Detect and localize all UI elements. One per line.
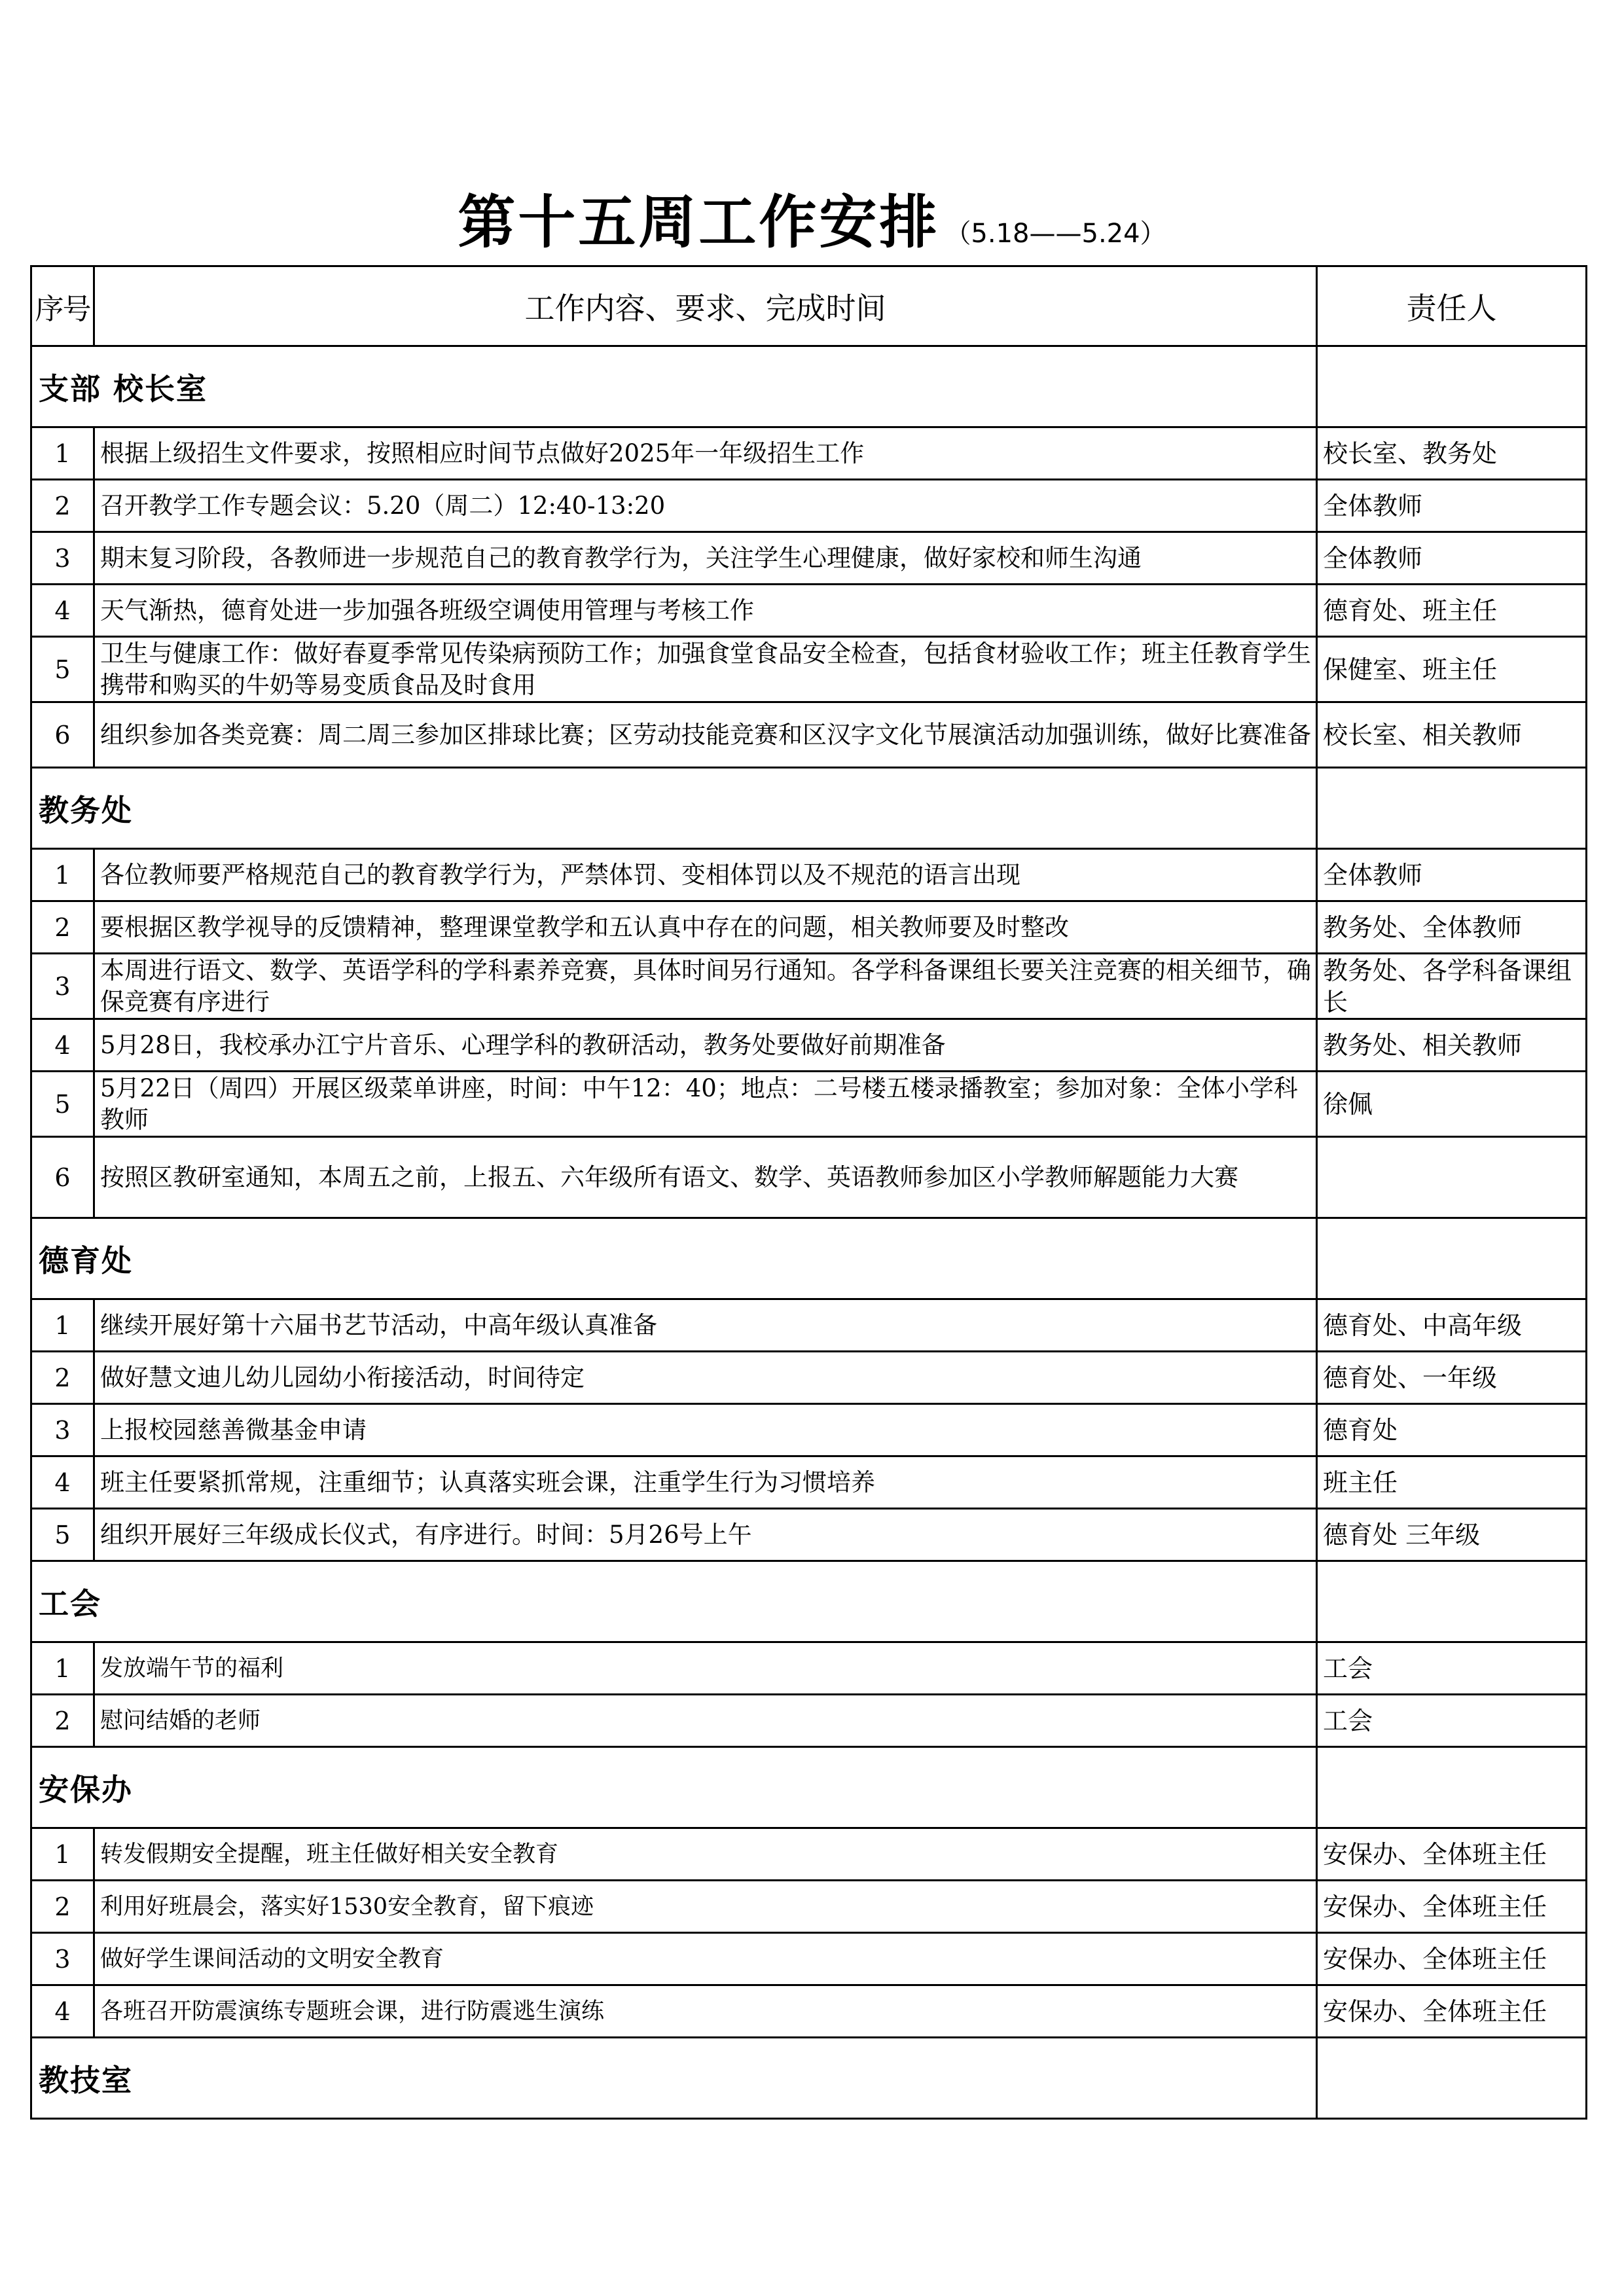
table-row xyxy=(31,532,1587,585)
item-content: 发放端午节的福利 xyxy=(94,1642,1317,1695)
item-number: 3 xyxy=(31,1933,94,1985)
section-row xyxy=(31,346,1587,427)
item-number: 5 xyxy=(31,637,94,702)
item-number: 4 xyxy=(31,1456,94,1509)
section-title: 教技室 xyxy=(31,2038,1317,2119)
schedule-table xyxy=(30,265,1587,2120)
table-row xyxy=(31,1299,1587,1352)
section-row xyxy=(31,1561,1587,1642)
item-content: 慰问结婚的老师 xyxy=(94,1695,1317,1747)
item-content: 各位教师要严格规范自己的教育教学行为，严禁体罚、变相体罚以及不规范的语言出现 xyxy=(94,849,1317,901)
item-number: 4 xyxy=(31,585,94,637)
item-owner: 安保办、全体班主任 xyxy=(1317,1933,1587,1985)
section-row xyxy=(31,1218,1587,1299)
page-title: 第十五周工作安排 xyxy=(458,189,940,256)
section-title: 教务处 xyxy=(31,768,1317,849)
item-content: 本周进行语文、数学、英语学科的学科素养竞赛，具体时间另行通知。各学科备课组长要关注竞赛的相关细节，确保竞赛有序进行 xyxy=(94,954,1317,1019)
item-owner: 德育处、一年级 xyxy=(1317,1352,1587,1404)
item-number: 6 xyxy=(31,702,94,768)
table-row xyxy=(31,1881,1587,1933)
table-row xyxy=(31,1137,1587,1218)
item-number: 2 xyxy=(31,1695,94,1747)
section-row xyxy=(31,1747,1587,1828)
item-owner: 全体教师 xyxy=(1317,532,1587,585)
table-row xyxy=(31,585,1587,637)
item-number: 5 xyxy=(31,1072,94,1137)
header-owner: 责任人 xyxy=(1317,266,1587,346)
item-owner: 德育处 三年级 xyxy=(1317,1509,1587,1561)
item-owner: 校长室、相关教师 xyxy=(1317,702,1587,768)
item-number: 2 xyxy=(31,1881,94,1933)
section-title: 德育处 xyxy=(31,1218,1317,1299)
item-owner: 徐佩 xyxy=(1317,1072,1587,1137)
item-owner: 安保办、全体班主任 xyxy=(1317,1985,1587,2038)
section-owner-cell xyxy=(1317,768,1587,849)
item-content: 利用好班晨会，落实好1530安全教育，留下痕迹 xyxy=(94,1881,1317,1933)
date-range: （5.18——5.24） xyxy=(945,219,1166,249)
table-row xyxy=(31,1509,1587,1561)
table-row xyxy=(31,480,1587,532)
item-content: 要根据区教学视导的反馈精神，整理课堂教学和五认真中存在的问题，相关教师要及时整改 xyxy=(94,901,1317,954)
table-row xyxy=(31,427,1587,480)
item-number: 4 xyxy=(31,1985,94,2038)
table-row xyxy=(31,954,1587,1019)
item-number: 3 xyxy=(31,1404,94,1456)
item-number: 1 xyxy=(31,1828,94,1881)
page-title-block xyxy=(0,177,1624,259)
table-row xyxy=(31,1072,1587,1137)
table-row xyxy=(31,1456,1587,1509)
item-number: 1 xyxy=(31,1642,94,1695)
item-content: 卫生与健康工作：做好春夏季常见传染病预防工作；加强食堂食品安全检查，包括食材验收工作；班主任教育学生携带和购买的牛奶等易变质食品及时食用 xyxy=(94,637,1317,702)
item-owner: 教务处、全体教师 xyxy=(1317,901,1587,954)
item-content: 根据上级招生文件要求，按照相应时间节点做好2025年一年级招生工作 xyxy=(94,427,1317,480)
table-row xyxy=(31,1019,1587,1072)
item-owner: 德育处、中高年级 xyxy=(1317,1299,1587,1352)
item-number: 4 xyxy=(31,1019,94,1072)
table-header-row xyxy=(31,266,1587,346)
item-owner: 校长室、教务处 xyxy=(1317,427,1587,480)
item-owner: 班主任 xyxy=(1317,1456,1587,1509)
section-title: 支部 校长室 xyxy=(31,346,1317,427)
item-number: 1 xyxy=(31,1299,94,1352)
item-owner: 教务处、各学科备课组长 xyxy=(1317,954,1587,1019)
item-content: 5月28日，我校承办江宁片音乐、心理学科的教研活动，教务处要做好前期准备 xyxy=(94,1019,1317,1072)
item-owner: 保健室、班主任 xyxy=(1317,637,1587,702)
table-row xyxy=(31,1352,1587,1404)
schedule-table-body xyxy=(31,266,1587,2119)
item-content: 继续开展好第十六届书艺节活动，中高年级认真准备 xyxy=(94,1299,1317,1352)
item-number: 5 xyxy=(31,1509,94,1561)
item-owner: 德育处 xyxy=(1317,1404,1587,1456)
section-owner-cell xyxy=(1317,1561,1587,1642)
table-row xyxy=(31,1828,1587,1881)
header-content: 工作内容、要求、完成时间 xyxy=(94,266,1317,346)
item-number: 2 xyxy=(31,480,94,532)
section-owner-cell xyxy=(1317,1747,1587,1828)
item-owner: 工会 xyxy=(1317,1695,1587,1747)
table-row xyxy=(31,1985,1587,2038)
item-owner: 安保办、全体班主任 xyxy=(1317,1881,1587,1933)
item-owner: 全体教师 xyxy=(1317,849,1587,901)
section-owner-cell xyxy=(1317,1218,1587,1299)
item-content: 班主任要紧抓常规，注重细节；认真落实班会课，注重学生行为习惯培养 xyxy=(94,1456,1317,1509)
item-content: 组织开展好三年级成长仪式，有序进行。时间：5月26号上午 xyxy=(94,1509,1317,1561)
table-row xyxy=(31,1642,1587,1695)
item-content: 做好慧文迪儿幼儿园幼小衔接活动，时间待定 xyxy=(94,1352,1317,1404)
section-owner-cell xyxy=(1317,346,1587,427)
item-content: 上报校园慈善微基金申请 xyxy=(94,1404,1317,1456)
section-title: 安保办 xyxy=(31,1747,1317,1828)
table-row xyxy=(31,1933,1587,1985)
table-row xyxy=(31,1404,1587,1456)
item-content: 组织参加各类竞赛：周二周三参加区排球比赛；区劳动技能竞赛和区汉字文化节展演活动加强训练，做好比赛准备 xyxy=(94,702,1317,768)
table-row xyxy=(31,901,1587,954)
header-no: 序号 xyxy=(31,266,94,346)
table-row xyxy=(31,702,1587,768)
table-row xyxy=(31,849,1587,901)
item-number: 1 xyxy=(31,849,94,901)
item-owner: 工会 xyxy=(1317,1642,1587,1695)
item-content: 期末复习阶段，各教师进一步规范自己的教育教学行为，关注学生心理健康，做好家校和师生沟通 xyxy=(94,532,1317,585)
item-owner: 德育处、班主任 xyxy=(1317,585,1587,637)
item-number: 1 xyxy=(31,427,94,480)
item-content: 各班召开防震演练专题班会课，进行防震逃生演练 xyxy=(94,1985,1317,2038)
item-owner: 全体教师 xyxy=(1317,480,1587,532)
item-owner: 安保办、全体班主任 xyxy=(1317,1828,1587,1881)
item-content: 做好学生课间活动的文明安全教育 xyxy=(94,1933,1317,1985)
item-content: 天气渐热，德育处进一步加强各班级空调使用管理与考核工作 xyxy=(94,585,1317,637)
item-number: 2 xyxy=(31,1352,94,1404)
item-number: 6 xyxy=(31,1137,94,1218)
item-number: 3 xyxy=(31,532,94,585)
section-owner-cell xyxy=(1317,2038,1587,2119)
item-owner: 教务处、相关教师 xyxy=(1317,1019,1587,1072)
item-content: 召开教学工作专题会议：5.20（周二）12:40-13:20 xyxy=(94,480,1317,532)
section-row xyxy=(31,768,1587,849)
item-content: 5月22日（周四）开展区级菜单讲座，时间：中午12：40；地点：二号楼五楼录播教室；参加对象：全体小学科教师 xyxy=(94,1072,1317,1137)
item-content: 按照区教研室通知，本周五之前，上报五、六年级所有语文、数学、英语教师参加区小学教师解题能力大赛 xyxy=(94,1137,1317,1218)
item-owner xyxy=(1317,1137,1587,1218)
item-number: 2 xyxy=(31,901,94,954)
table-row xyxy=(31,1695,1587,1747)
item-content: 转发假期安全提醒，班主任做好相关安全教育 xyxy=(94,1828,1317,1881)
item-number: 3 xyxy=(31,954,94,1019)
section-row xyxy=(31,2038,1587,2119)
table-row xyxy=(31,637,1587,702)
section-title: 工会 xyxy=(31,1561,1317,1642)
